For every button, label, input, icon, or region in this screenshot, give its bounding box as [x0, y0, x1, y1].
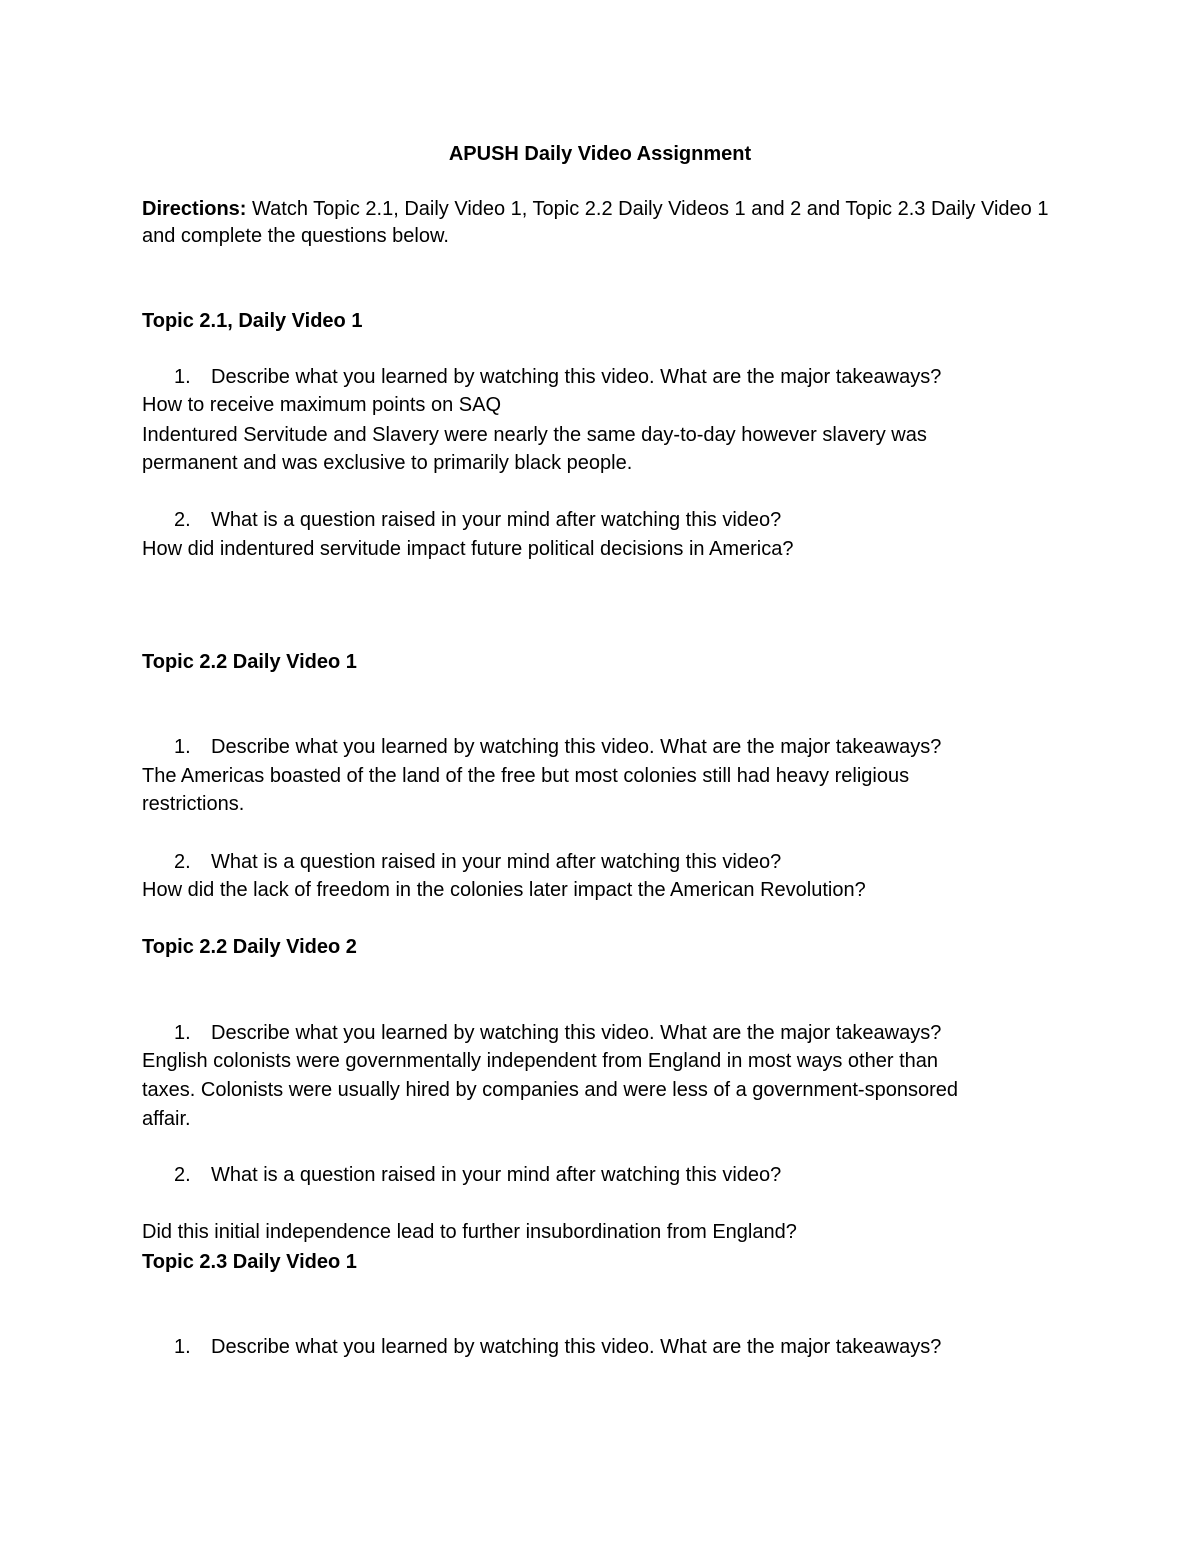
directions-line-2: and complete the questions below. [142, 225, 449, 247]
answer-line: permanent and was exclusive to primarily black people. [142, 452, 633, 474]
question-number: 1. [174, 366, 191, 388]
question-number: 1. [174, 1022, 191, 1044]
question-number: 2. [174, 509, 191, 531]
answer-line: The Americas boasted of the land of the free but most colonies still had heavy religious [142, 765, 910, 787]
page-title: APUSH Daily Video Assignment [448, 143, 752, 165]
question-text: What is a question raised in your mind after watching this video? [211, 851, 782, 873]
question-number: 2. [174, 851, 191, 873]
section-heading: Topic 2.2 Daily Video 2 [142, 936, 357, 958]
answer-line: How did indentured servitude impact future political decisions in America? [142, 538, 794, 560]
question-text: Describe what you learned by watching this video. What are the major takeaways? [211, 1336, 942, 1358]
answer-line: taxes. Colonists were usually hired by companies and were less of a government-sponsored [142, 1079, 958, 1101]
answer-line: How to receive maximum points on SAQ [142, 394, 502, 416]
question-text: Describe what you learned by watching this video. What are the major takeaways? [211, 366, 942, 388]
section-heading: Topic 2.2 Daily Video 1 [142, 651, 357, 673]
answer-line: How did the lack of freedom in the colonies later impact the American Revolution? [142, 879, 866, 901]
question-text: What is a question raised in your mind after watching this video? [211, 1164, 782, 1186]
question-number: 1. [174, 736, 191, 758]
question-text: Describe what you learned by watching this video. What are the major takeaways? [211, 736, 942, 758]
answer-line: English colonists were governmentally independent from England in most ways other than [142, 1050, 938, 1072]
answer-line: affair. [142, 1108, 191, 1130]
question-number: 2. [174, 1164, 191, 1186]
directions-line-1 [142, 195, 1048, 223]
answer-line: Indentured Servitude and Slavery were nearly the same day-to-day however slavery was [142, 424, 927, 446]
question-number: 1. [174, 1336, 191, 1358]
section-heading: Topic 2.1, Daily Video 1 [142, 310, 363, 332]
section-heading: Topic 2.3 Daily Video 1 [142, 1251, 357, 1273]
question-text: What is a question raised in your mind after watching this video? [211, 509, 782, 531]
question-text: Describe what you learned by watching this video. What are the major takeaways? [211, 1022, 942, 1044]
directions-text: Watch Topic 2.1, Daily Video 1, Topic 2.2 Daily Videos 1 and 2 and Topic 2.3 Daily Video 1 [252, 198, 1049, 220]
answer-line: restrictions. [142, 793, 245, 815]
answer-line: Did this initial independence lead to further insubordination from England? [142, 1221, 797, 1243]
directions-label: Directions: [142, 198, 247, 220]
